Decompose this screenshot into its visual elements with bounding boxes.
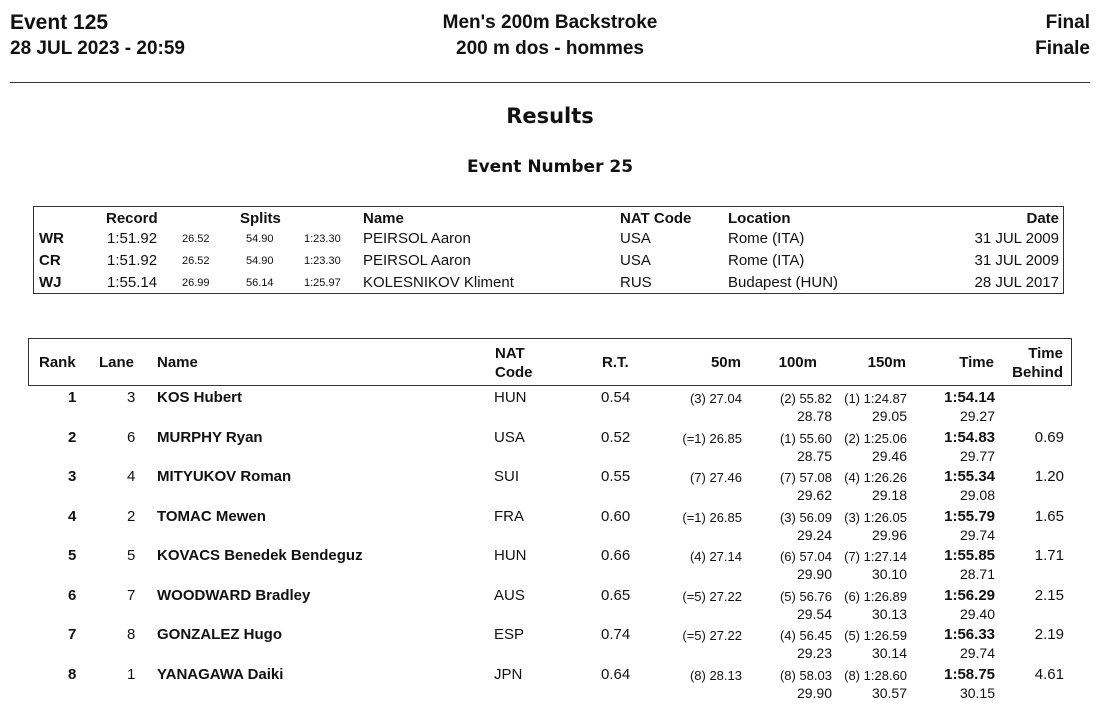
result-nat: JPN bbox=[494, 665, 523, 683]
record-split-50: 26.52 bbox=[182, 233, 210, 245]
header-reaction-time: R.T. bbox=[602, 354, 629, 371]
result-time: 1:56.33 bbox=[944, 626, 995, 643]
result-lap-100: 29.24 bbox=[796, 526, 832, 543]
records-table bbox=[33, 206, 1064, 294]
phase-fr: Finale bbox=[1035, 38, 1090, 59]
record-split-150: 1:23.30 bbox=[304, 233, 341, 245]
result-lap-100: 29.90 bbox=[796, 566, 832, 582]
result-lap-150: 30.10 bbox=[871, 566, 907, 582]
result-time: 1:54.14 bbox=[944, 389, 995, 406]
result-split-150: (6) 1:26.89 bbox=[844, 588, 907, 604]
record-location: Budapest (HUN) bbox=[728, 274, 839, 291]
result-row bbox=[28, 468, 1072, 508]
result-lap-final: 29.74 bbox=[959, 645, 995, 661]
result-name: WOODWARD Bradley bbox=[157, 586, 311, 604]
event-label: Event 125 bbox=[10, 11, 109, 34]
records-header-date: Date bbox=[1026, 210, 1059, 227]
result-split-150: (8) 1:28.60 bbox=[844, 667, 907, 683]
result-time-behind: 1.20 bbox=[1034, 468, 1064, 485]
result-name: YANAGAWA Daiki bbox=[157, 665, 284, 683]
result-nat: AUS bbox=[494, 586, 525, 604]
result-row bbox=[28, 666, 1072, 706]
result-lap-150: 29.05 bbox=[871, 408, 907, 424]
result-time-behind: 4.61 bbox=[1034, 665, 1064, 683]
record-holder: PEIRSOL Aaron bbox=[363, 230, 471, 247]
result-lap-100: 29.62 bbox=[796, 487, 832, 503]
records-header-location: Location bbox=[728, 210, 791, 227]
records-header-name: Name bbox=[363, 210, 404, 227]
result-rank: 5 bbox=[68, 547, 77, 564]
record-code: WJ bbox=[39, 274, 62, 291]
result-lap-final: 30.15 bbox=[959, 684, 995, 701]
result-name: MITYUKOV Roman bbox=[157, 468, 292, 485]
result-lap-100: 28.78 bbox=[796, 408, 832, 424]
header-name: Name bbox=[157, 354, 198, 371]
record-time: 1:55.14 bbox=[107, 274, 158, 291]
result-nat: ESP bbox=[494, 626, 525, 643]
record-split-50: 26.99 bbox=[182, 277, 210, 289]
event-datetime: 28 JUL 2023 - 20:59 bbox=[10, 38, 185, 59]
result-lap-final: 29.27 bbox=[959, 408, 995, 424]
record-date: 31 JUL 2009 bbox=[974, 230, 1059, 247]
result-lane: 7 bbox=[127, 586, 136, 604]
result-time-behind: 0.69 bbox=[1034, 428, 1064, 446]
record-split-150: 1:25.97 bbox=[304, 277, 341, 289]
record-holder: PEIRSOL Aaron bbox=[363, 252, 471, 269]
result-split-150: (4) 1:26.26 bbox=[844, 470, 907, 485]
result-split-150: (7) 1:27.14 bbox=[844, 549, 907, 564]
result-time-behind: 2.15 bbox=[1034, 586, 1064, 604]
result-reaction-time: 0.65 bbox=[601, 586, 631, 604]
result-row bbox=[28, 626, 1072, 666]
result-lap-100: 28.75 bbox=[796, 447, 832, 464]
result-nat: USA bbox=[494, 428, 525, 446]
result-name: GONZALEZ Hugo bbox=[157, 626, 282, 643]
result-lap-final: 29.08 bbox=[959, 487, 995, 503]
result-time-behind: 1.65 bbox=[1034, 507, 1064, 525]
result-split-150: (1) 1:24.87 bbox=[844, 391, 907, 406]
result-reaction-time: 0.54 bbox=[601, 389, 631, 406]
result-reaction-time: 0.52 bbox=[601, 428, 631, 446]
header-100m: 100m bbox=[778, 354, 817, 371]
result-lap-100: 29.54 bbox=[796, 605, 832, 622]
record-location: Rome (ITA) bbox=[728, 230, 805, 247]
result-lap-100: 29.23 bbox=[796, 645, 832, 661]
result-rank: 3 bbox=[68, 468, 77, 485]
header-divider bbox=[10, 82, 1090, 83]
header-time-behind-1: Time bbox=[1028, 345, 1063, 362]
result-lane: 4 bbox=[127, 468, 136, 485]
record-split-100: 54.90 bbox=[246, 255, 274, 267]
result-split-100: (3) 56.09 bbox=[779, 509, 832, 525]
header-50m: 50m bbox=[710, 354, 741, 371]
results-title: Results bbox=[506, 104, 594, 128]
result-time: 1:55.34 bbox=[944, 468, 995, 485]
result-time-behind: 1.71 bbox=[1034, 547, 1064, 564]
result-time: 1:54.83 bbox=[944, 428, 995, 446]
result-lap-final: 29.74 bbox=[959, 526, 995, 543]
event-header-center bbox=[0, 10, 1100, 62]
result-lane: 6 bbox=[127, 428, 136, 446]
result-lane: 3 bbox=[127, 389, 136, 406]
record-nat: USA bbox=[620, 230, 651, 247]
result-split-100: (5) 56.76 bbox=[779, 588, 832, 604]
result-reaction-time: 0.66 bbox=[601, 547, 631, 564]
record-row bbox=[34, 250, 1063, 272]
result-row bbox=[28, 587, 1072, 627]
result-split-50: (=1) 26.85 bbox=[682, 430, 742, 446]
result-nat: HUN bbox=[494, 389, 527, 406]
header-nat: NAT bbox=[495, 345, 525, 362]
event-title-en: Men's 200m Backstroke bbox=[442, 12, 658, 33]
result-split-50: (=5) 27.22 bbox=[682, 588, 742, 604]
result-lap-150: 30.14 bbox=[871, 645, 907, 661]
result-lane: 5 bbox=[127, 547, 136, 564]
result-nat: SUI bbox=[494, 468, 520, 485]
header-150m: 150m bbox=[867, 354, 906, 371]
phase-en: Final bbox=[1045, 12, 1090, 33]
header-code: Code bbox=[495, 364, 533, 381]
record-date: 31 JUL 2009 bbox=[974, 252, 1059, 269]
result-lap-150: 30.57 bbox=[871, 684, 907, 701]
record-holder: KOLESNIKOV Kliment bbox=[363, 274, 514, 291]
record-row bbox=[34, 272, 1063, 294]
result-lap-150: 30.13 bbox=[871, 605, 907, 622]
result-rank: 1 bbox=[68, 389, 77, 406]
header-time: Time bbox=[959, 354, 994, 371]
result-reaction-time: 0.55 bbox=[601, 468, 631, 485]
result-row bbox=[28, 547, 1072, 587]
record-nat: RUS bbox=[620, 274, 652, 291]
records-header-splits: Splits bbox=[240, 210, 281, 227]
event-header-right bbox=[1035, 10, 1090, 62]
result-reaction-time: 0.74 bbox=[601, 626, 631, 643]
result-split-50: (=5) 27.22 bbox=[682, 628, 742, 643]
result-rank: 8 bbox=[68, 665, 77, 683]
result-row bbox=[28, 508, 1072, 548]
records-header-nat: NAT Code bbox=[620, 210, 692, 227]
result-lap-150: 29.96 bbox=[871, 526, 907, 543]
result-split-100: (1) 55.60 bbox=[779, 430, 832, 446]
record-code: CR bbox=[39, 252, 61, 269]
result-name: MURPHY Ryan bbox=[157, 428, 263, 446]
result-reaction-time: 0.60 bbox=[601, 507, 631, 525]
result-time: 1:56.29 bbox=[944, 586, 995, 604]
record-nat: USA bbox=[620, 252, 651, 269]
result-time: 1:58.75 bbox=[944, 665, 995, 683]
result-lane: 8 bbox=[127, 626, 136, 643]
result-nat: FRA bbox=[494, 507, 524, 525]
result-split-50: (4) 27.14 bbox=[689, 549, 742, 564]
result-split-50: (3) 27.04 bbox=[689, 391, 742, 406]
result-split-100: (7) 57.08 bbox=[779, 470, 832, 485]
event-number: Event Number 25 bbox=[466, 157, 634, 177]
result-rank: 6 bbox=[68, 586, 77, 604]
result-split-100: (4) 56.45 bbox=[779, 628, 832, 643]
result-lane: 2 bbox=[127, 507, 136, 525]
record-split-100: 54.90 bbox=[246, 233, 274, 245]
record-split-150: 1:23.30 bbox=[304, 255, 341, 267]
record-row bbox=[34, 228, 1063, 250]
result-reaction-time: 0.64 bbox=[601, 665, 631, 683]
result-split-100: (8) 58.03 bbox=[779, 667, 832, 683]
result-split-150: (5) 1:26.59 bbox=[844, 628, 907, 643]
result-lap-final: 29.40 bbox=[959, 605, 995, 622]
result-nat: HUN bbox=[494, 547, 527, 564]
results-header bbox=[28, 338, 1072, 386]
event-title-fr: 200 m dos - hommes bbox=[456, 38, 644, 59]
result-rank: 2 bbox=[68, 428, 77, 446]
record-date: 28 JUL 2017 bbox=[974, 274, 1059, 291]
result-split-50: (=1) 26.85 bbox=[682, 509, 742, 525]
header-lane: Lane bbox=[99, 354, 135, 371]
header-rank: Rank bbox=[39, 354, 76, 371]
result-split-100: (2) 55.82 bbox=[779, 391, 832, 406]
result-time: 1:55.79 bbox=[944, 507, 995, 525]
result-row bbox=[28, 389, 1072, 429]
result-rank: 7 bbox=[68, 626, 77, 643]
result-lane: 1 bbox=[127, 665, 136, 683]
records-header-record: Record bbox=[106, 210, 158, 227]
result-lap-100: 29.90 bbox=[796, 684, 832, 701]
result-split-150: (2) 1:25.06 bbox=[844, 430, 907, 446]
record-time: 1:51.92 bbox=[107, 252, 158, 269]
result-split-150: (3) 1:26.05 bbox=[844, 509, 907, 525]
result-split-50: (7) 27.46 bbox=[689, 470, 742, 485]
result-lap-150: 29.46 bbox=[871, 447, 907, 464]
result-lap-final: 29.77 bbox=[959, 447, 995, 464]
record-split-50: 26.52 bbox=[182, 255, 210, 267]
result-lap-150: 29.18 bbox=[871, 487, 907, 503]
record-location: Rome (ITA) bbox=[728, 252, 805, 269]
results-table bbox=[28, 338, 1072, 705]
record-code: WR bbox=[39, 230, 64, 247]
result-time-behind: 2.19 bbox=[1034, 626, 1064, 643]
result-time: 1:55.85 bbox=[944, 547, 995, 564]
result-split-50: (8) 28.13 bbox=[689, 667, 742, 683]
result-lap-final: 28.71 bbox=[959, 566, 995, 582]
record-time: 1:51.92 bbox=[107, 230, 158, 247]
result-split-100: (6) 57.04 bbox=[779, 549, 832, 564]
result-name: KOS Hubert bbox=[157, 389, 243, 406]
result-rank: 4 bbox=[68, 507, 77, 525]
record-split-100: 56.14 bbox=[246, 277, 274, 289]
header-time-behind-2: Behind bbox=[1012, 364, 1063, 381]
result-name: KOVACS Benedek Bendeguz bbox=[157, 547, 363, 564]
result-name: TOMAC Mewen bbox=[157, 507, 266, 525]
result-row bbox=[28, 429, 1072, 469]
